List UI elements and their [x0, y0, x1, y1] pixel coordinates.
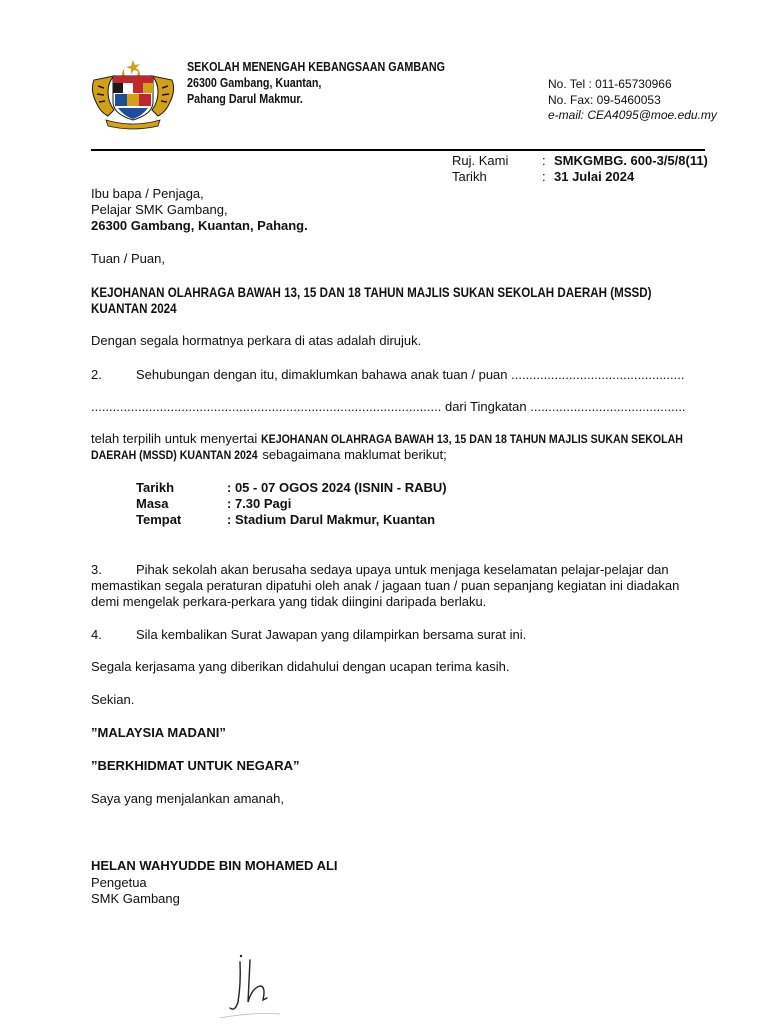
recipient-line1: Ibu bapa / Penjaga,	[91, 186, 204, 201]
subject-line1: KEJOHANAN OLAHRAGA BAWAH 13, 15 DAN 18 TAHUN MAJLIS SUKAN SEKOLAH DAERAH (MSSD)	[91, 285, 652, 300]
paragraph-4-number: 4.	[91, 627, 102, 642]
paragraph-2-line2: ................................................................................................. dari Tingkatan ...........................................	[91, 399, 686, 414]
date-label: Tarikh	[452, 169, 487, 184]
detail-time-label: Masa	[136, 496, 169, 511]
paragraph-3-line1: Pihak sekolah akan berusaha sedaya upaya untuk menjaga keselamatan pelajar-pelajar dan	[136, 562, 669, 577]
date-colon: :	[542, 169, 546, 184]
paragraph-5: Segala kerjasama yang diberikan didahului dengan ucapan terima kasih.	[91, 659, 510, 674]
salutation: Tuan / Puan,	[91, 251, 165, 266]
paragraph-2-line4-end: sebagaimana maklumat berikut;	[258, 447, 447, 462]
paragraph-4-text: Sila kembalikan Surat Jawapan yang dilampirkan bersama surat ini.	[136, 627, 527, 642]
email-address: e-mail: CEA4095@moe.edu.my	[548, 108, 717, 122]
paragraph-2-line4-event: DAERAH (MSSD) KUANTAN 2024	[91, 448, 258, 462]
paragraph-2-line3-start: telah terpilih untuk menyertai	[91, 431, 261, 446]
fax-number: No. Fax: 09-5460053	[548, 93, 661, 107]
paragraph-3-line3: demi mengelak perkara-perkara yang tidak diingini daripada berlaku.	[91, 594, 487, 609]
recipient-line3: 26300 Gambang, Kuantan, Pahang.	[91, 218, 308, 233]
date-value: 31 Julai 2024	[554, 169, 635, 184]
paragraph-2-line3	[91, 431, 751, 447]
paragraph-6: Sekian.	[91, 692, 135, 707]
signatory-title: Pengetua	[91, 875, 147, 890]
school-address-line2: Pahang Darul Makmur.	[187, 92, 303, 106]
paragraph-2-line3-event: KEJOHANAN OLAHRAGA BAWAH 13, 15 DAN 18 TAHUN MAJLIS SUKAN SEKOLAH	[260, 432, 683, 446]
school-name: SEKOLAH MENENGAH KEBANGSAAN GAMBANG	[187, 60, 446, 74]
detail-date-value: : 05 - 07 OGOS 2024 (ISNIN - RABU)	[227, 480, 447, 495]
paragraph-3-line2: memastikan segala peraturan dipatuhi oleh anak / jagaan tuan / puan sepanjang kegiatan ini diadakan	[91, 578, 680, 593]
recipient-line2: Pelajar SMK Gambang,	[91, 202, 228, 217]
telephone-number: No. Tel : 011-65730966	[548, 77, 672, 91]
coat-of-arms-logo	[88, 58, 178, 132]
paragraph-2-text: Sehubungan dengan itu, dimaklumkan bahawa anak tuan / puan ................................................	[136, 367, 685, 382]
header-divider	[91, 149, 705, 151]
slogan-malaysia-madani: ”MALAYSIA MADANI”	[91, 725, 226, 740]
subject-line2: KUANTAN 2024	[91, 301, 177, 316]
closing-phrase: Saya yang menjalankan amanah,	[91, 791, 284, 806]
paragraph-3-number: 3.	[91, 562, 102, 577]
signatory-name: HELAN WAHYUDDE BIN MOHAMED ALI	[91, 858, 338, 873]
paragraph-2-number: 2.	[91, 367, 102, 382]
ref-colon: :	[542, 153, 546, 168]
handwritten-signature	[200, 944, 300, 1024]
school-address-line1: 26300 Gambang, Kuantan,	[187, 76, 322, 90]
detail-date-label: Tarikh	[136, 480, 175, 495]
ref-label: Ruj. Kami	[452, 153, 509, 168]
detail-venue-label: Tempat	[136, 512, 182, 527]
paragraph-1: Dengan segala hormatnya perkara di atas adalah dirujuk.	[91, 333, 422, 348]
signatory-organization: SMK Gambang	[91, 891, 180, 906]
slogan-berkhidmat: ”BERKHIDMAT UNTUK NEGARA”	[91, 758, 300, 773]
paragraph-2-line4	[91, 447, 447, 463]
detail-venue-value: : Stadium Darul Makmur, Kuantan	[227, 512, 436, 527]
ref-value: SMKGMBG. 600-3/5/8(11)	[554, 153, 708, 168]
detail-time-value: : 7.30 Pagi	[227, 496, 292, 511]
